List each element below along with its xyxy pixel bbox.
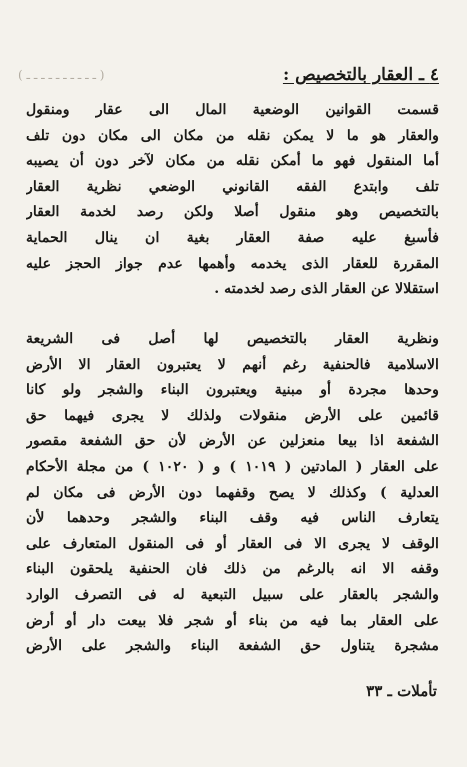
paragraph-line: تلف وابتدع الفقه القانوني الوضعي نظرية العقار <box>26 178 439 195</box>
paragraph-line: استقلالا عن العقار الذى رصد لخدمته . <box>214 281 439 298</box>
paragraph-line: فأسبغ عليه صفة العقار بغية ان ينال الحماية <box>26 229 439 246</box>
paragraph-line: أما المنقول فهو ما أمكن نقله من مكان لآخر دون أن يصيبه <box>26 153 439 170</box>
paragraph-line: العدلية ) وكذلك لا يصح وقفهما دون الأرض فى مكان لم <box>26 484 439 501</box>
page-footer: تأملات ـ ٣٣ <box>366 682 437 700</box>
paragraph-line: الشفعة اذا بيعا منعزلين عن الأرض لأن حق الشفعة مقصور <box>26 433 439 450</box>
paragraph-line: والعقار هو ما لا يمكن نقله من مكان الى مكان دون تلف <box>26 127 439 144</box>
faded-note: ( ـ ـ ـ ـ ـ ـ ـ ـ ـ ـ ) <box>18 68 105 82</box>
paragraph-line: يتعارف الناس فيه وقف البناء والشجر وحدهما لأن <box>26 510 439 527</box>
paragraph-line: على العقار ( المادتين ( ١٠١٩ ) و ( ١٠٢٠ ) من مجلة الأحكام <box>26 458 439 475</box>
paragraph-1 <box>26 98 439 303</box>
section-heading-row <box>18 62 439 88</box>
paragraph-line: قسمت القوانين الوضعية المال الى عقار ومنقول <box>26 102 439 118</box>
paragraph-line: ونظرية العقار بالتخصيص لها أصل فى الشريعة <box>26 331 439 347</box>
paragraph-line: مشجرة يتناول حق الشفعة البناء والشجر على الأرض <box>26 638 439 655</box>
paragraph-line: الاسلامية فالحنفية رغم أنهم لا يعتبرون العقار الا الأرض <box>26 356 439 373</box>
paragraph-line: الوقف لا يجرى الا فى العقار أو فى المنقول المتعارف على <box>26 535 439 552</box>
paragraph-line: قائمين على الأرض منقولات ولذلك لا يجرى فيهما حق <box>26 407 439 424</box>
paragraph-2 <box>26 327 439 660</box>
paragraph-line: وحدها مجردة أو مبنية ويعتبرون البناء والشجر ولو كانا <box>26 382 439 399</box>
paragraph-line: وقفه الا انه بالرغم من ذلك فان الحنفية يلحقون البناء <box>26 561 439 578</box>
paragraph-line: بالتخصيص وهو منقول أصلا ولكن رصد لخدمة العقار <box>26 204 439 221</box>
paragraph-line: على العقار بما فيه من بناء أو شجر فلا بيعت دار أو أرض <box>26 612 439 629</box>
paragraph-line: المقررة للعقار الذى يخدمه وأهمها عدم جواز الحجز عليه <box>26 255 439 272</box>
paragraph-line: والشجر بالعقار على سبيل التبعية له فى التصرف الوارد <box>26 586 439 603</box>
section-heading: ٤ ـ العقار بالتخصيص : <box>282 65 439 85</box>
